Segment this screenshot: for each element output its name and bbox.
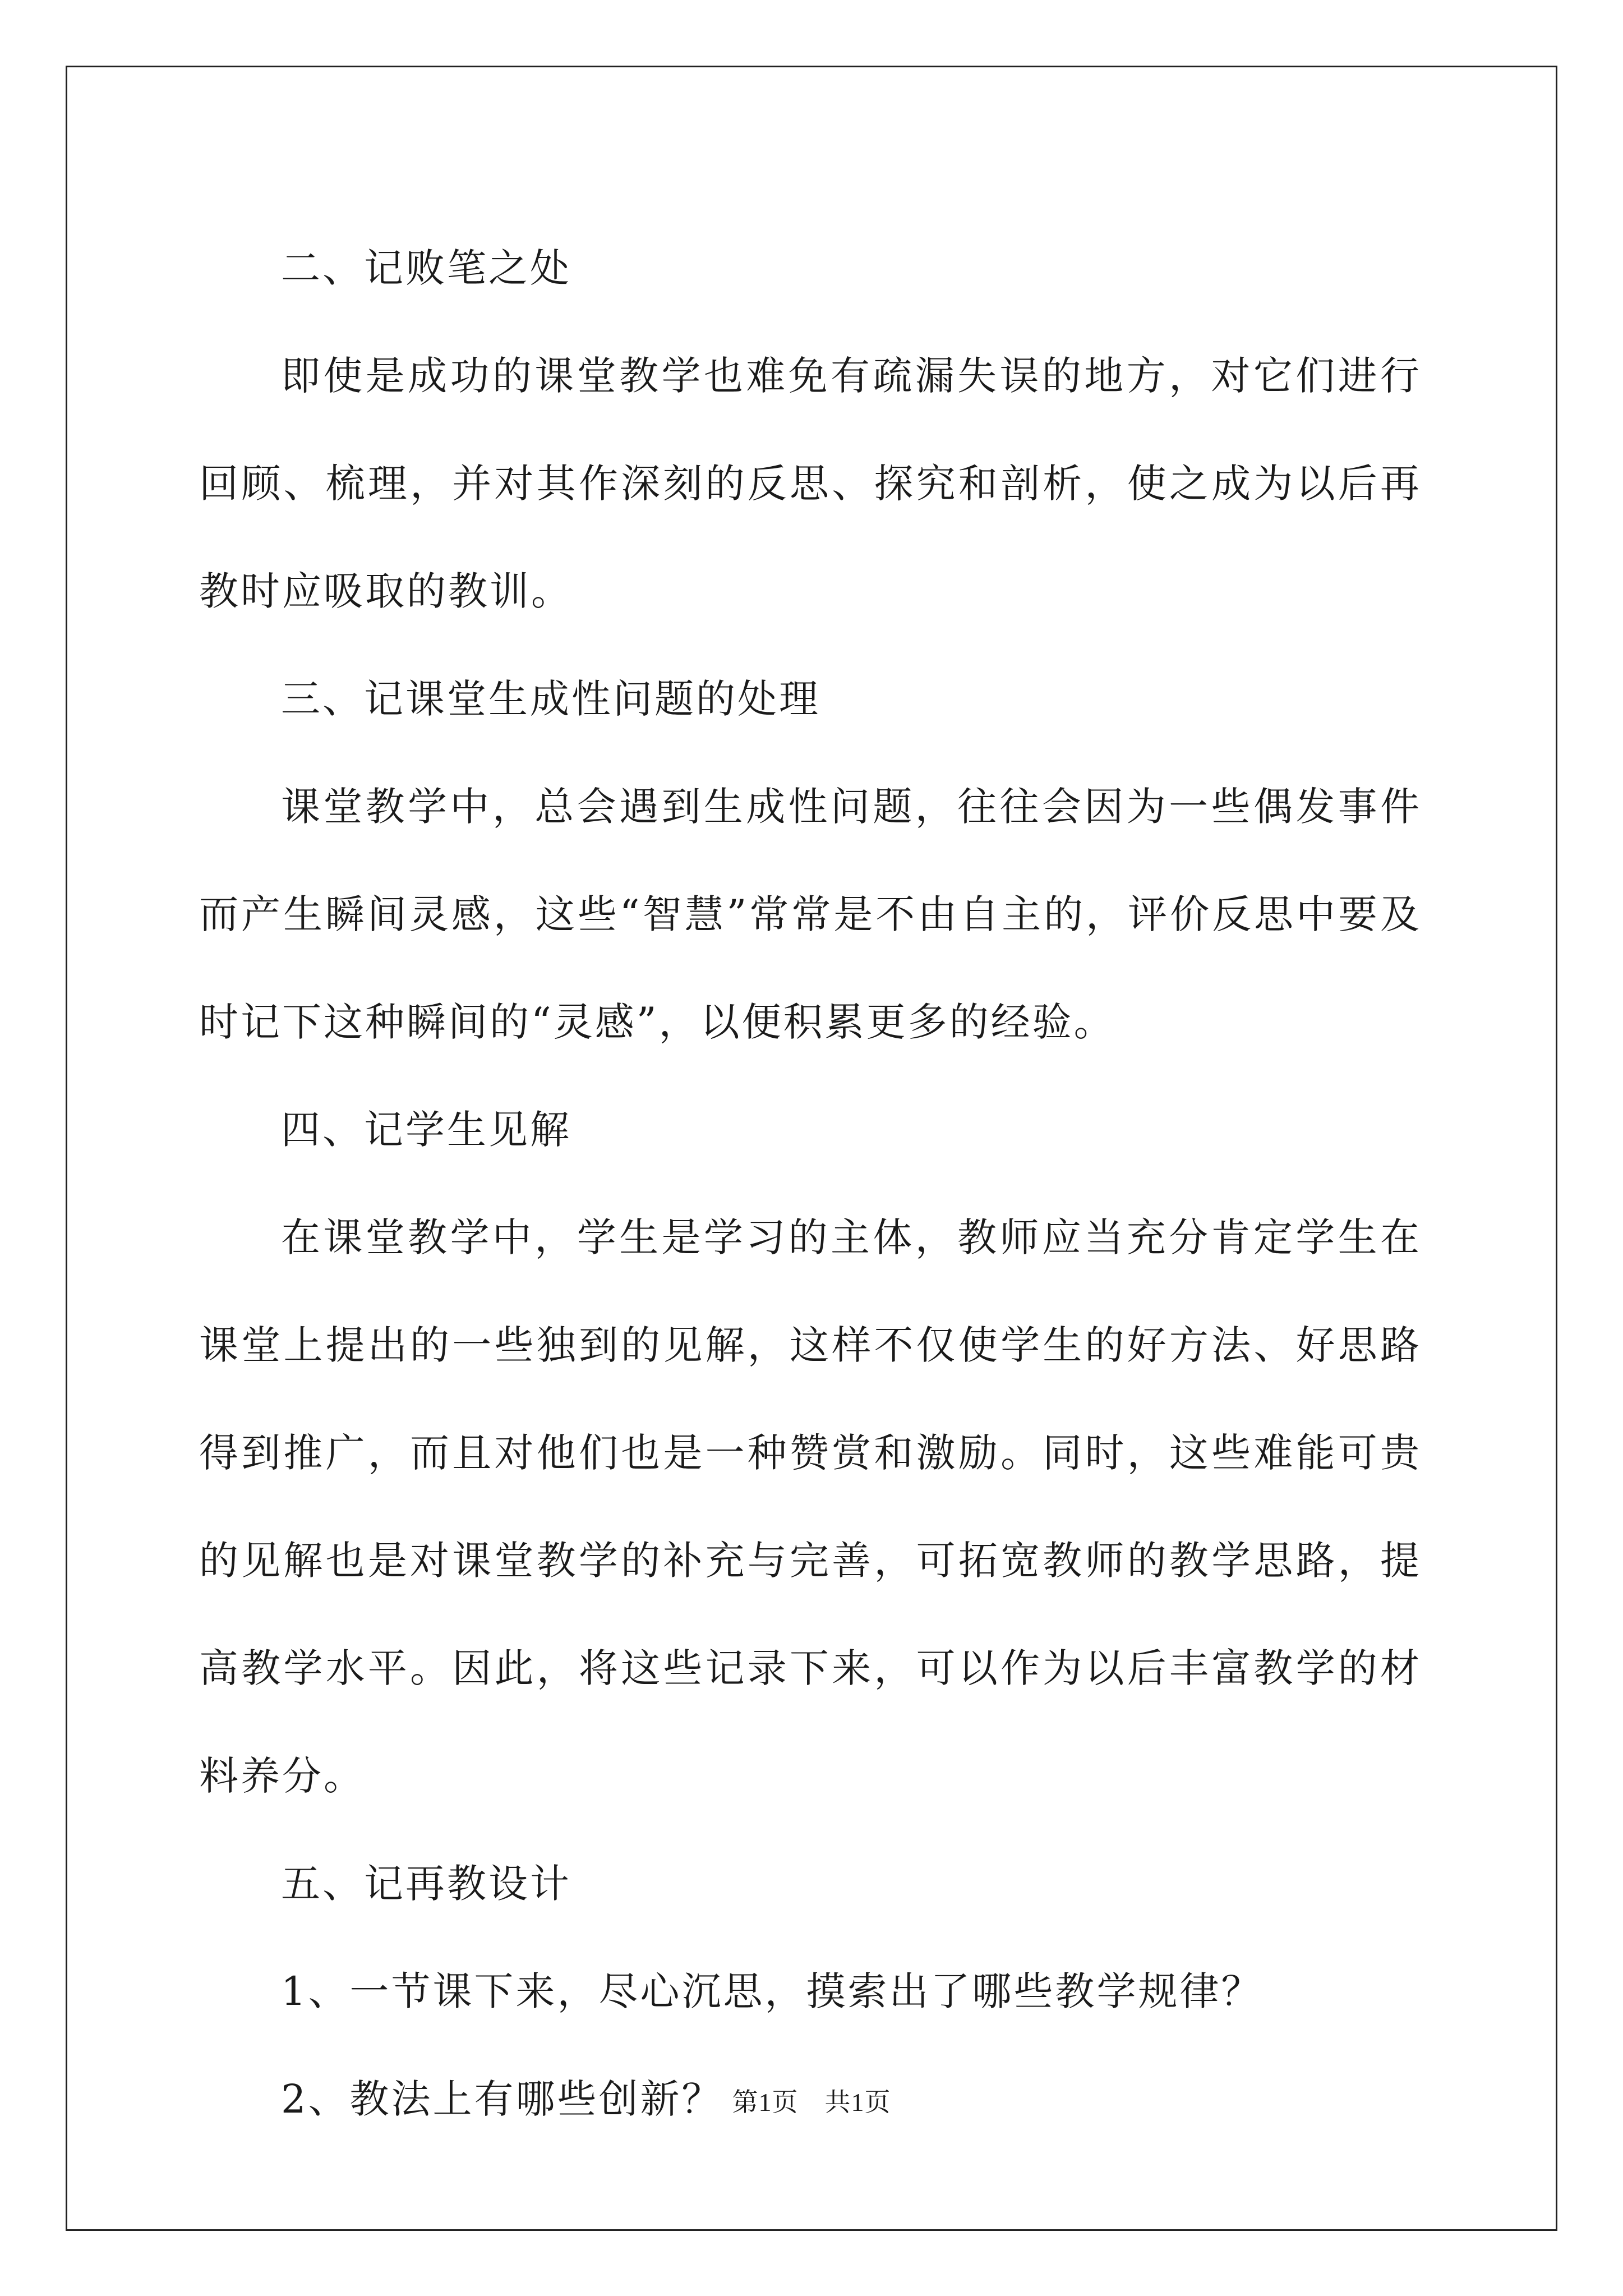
- section-heading-5: 五、记再教设计: [281, 1861, 571, 1907]
- section-heading-2: 二、记败笔之处: [281, 245, 571, 291]
- page-number: 第1页 共1页: [732, 2088, 891, 2116]
- section-heading-3: 三、记课堂生成性问题的处理: [281, 676, 820, 722]
- document-body: [199, 214, 1422, 2153]
- list-item-2: 2、教法上有哪些创新？: [281, 2076, 723, 2122]
- paragraph-generative-issues: 课堂教学中，总会遇到生成性问题，往往会因为一些偶发事件而产生瞬间灵感，这些“智慧”常常是不由自主的，评价反思中要及时记下这种瞬间的“灵感”，以便积累更多的经验。: [199, 784, 1422, 1045]
- paragraph-failures: 即使是成功的课堂教学也难免有疏漏失误的地方，对它们进行回顾、梳理，并对其作深刻的反思、探究和剖析，使之成为以后再教时应吸取的教训。: [199, 353, 1422, 614]
- list-item-1: 1、一节课下来，尽心沉思，摸索出了哪些教学规律？: [281, 1968, 1263, 2014]
- section-heading-4: 四、记学生见解: [281, 1107, 571, 1153]
- paragraph-student-insights: 在课堂教学中，学生是学习的主体，教师应当充分肯定学生在课堂上提出的一些独到的见解，这样不仅使学生的好方法、好思路得到推广，而且对他们也是一种赞赏和激励。同时，这些难能可贵的见解也是对课堂教学的补充与完善，可拓宽教师的教学思路，提高教学水平。因此，将这些记录下来，可以作为以后丰富教学的材料养分。: [199, 1214, 1422, 1799]
